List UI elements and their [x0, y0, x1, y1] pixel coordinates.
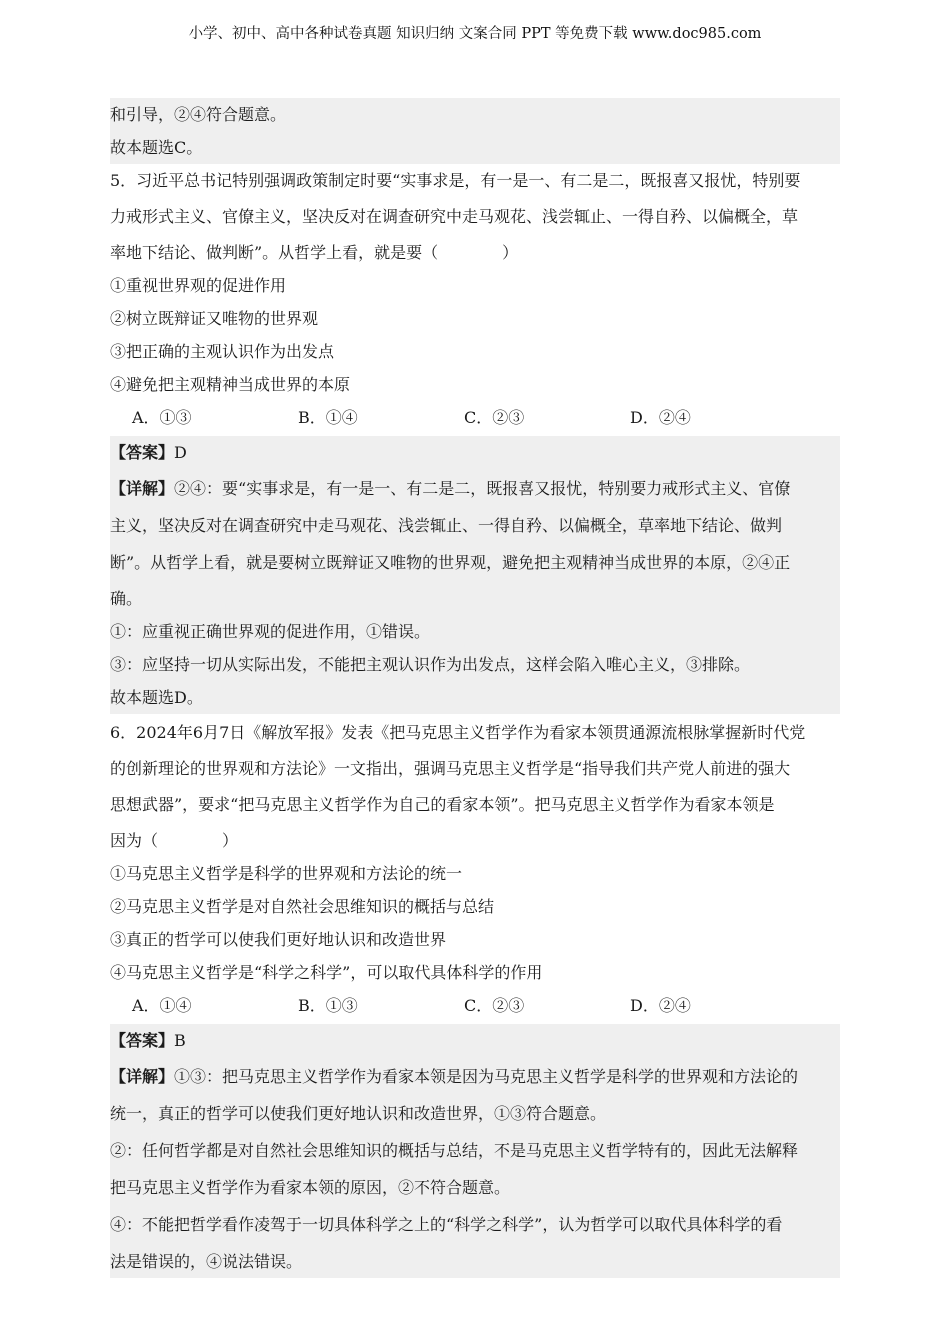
statement-item: ①重视世界观的促进作用: [110, 276, 287, 295]
detail-line: 统一，真正的哲学可以使我们更好地认识和改造世界，①③符合题意。: [110, 1104, 607, 1123]
question-stem-line: 思想武器”，要求“把马克思主义哲学作为自己的看家本领”。把马克思主义哲学作为看家本领是: [110, 795, 775, 814]
detail-text: ①③：把马克思主义哲学作为看家本领是因为马克思主义哲学是科学的世界观和方法论的: [174, 1067, 799, 1086]
detail-line: [110, 472, 840, 505]
option-b: B．①④: [298, 408, 358, 427]
statement-item: ②树立既辩证又唯物的世界观: [110, 309, 319, 328]
answer-detail-block: [110, 436, 840, 714]
statement-item: ①马克思主义哲学是科学的世界观和方法论的统一: [110, 864, 463, 883]
option-a: A．①③: [132, 408, 192, 427]
question-stem-line: 的创新理论的世界观和方法论》一文指出，强调马克思主义哲学是“指导我们共产党人前进的强大: [110, 759, 791, 778]
prev-detail-block: [110, 98, 840, 164]
answer-options: [110, 989, 840, 1022]
document-body: [110, 98, 840, 1278]
detail-text: ②④：要“实事求是，有一是一、有二是二，既报喜又报忧，特别要力戒形式主义、官僚: [174, 479, 791, 498]
detail-line: 确。: [110, 589, 143, 608]
detail-line: 和引导，②④符合题意。: [110, 105, 287, 124]
answer-line: [110, 436, 840, 469]
question-6: [110, 716, 840, 1278]
detail-label: 【详解】: [110, 1067, 175, 1086]
option-c: C．②③: [464, 408, 525, 427]
question-stem-line: 力戒形式主义、官僚主义，坚决反对在调查研究中走马观花、浅尝辄止、一得自矜、以偏概全，草: [110, 207, 799, 226]
detail-line: ②：任何哲学都是对自然社会思维知识的概括与总结，不是马克思主义哲学特有的，因此无法解释: [110, 1141, 799, 1160]
answer-label: 【答案】: [110, 1031, 175, 1050]
page-header: 小学、初中、高中各种试卷真题 知识归纳 文案合同 PPT 等免费下载 www.doc985.com: [188, 26, 762, 42]
detail-line: 把马克思主义哲学作为看家本领的原因，②不符合题意。: [110, 1178, 511, 1197]
statement-item: ③把正确的主观认识作为出发点: [110, 342, 335, 361]
answer-label: 【答案】: [110, 443, 175, 462]
option-a: A．①④: [132, 996, 192, 1015]
option-c: C．②③: [464, 996, 525, 1015]
detail-line: 法是错误的，④说法错误。: [110, 1252, 303, 1271]
answer-value: D: [174, 443, 187, 462]
detail-line: ③：应坚持一切从实际出发，不能把主观认识作为出发点，这样会陷入唯心主义，③排除。: [110, 655, 751, 674]
answer-line: [110, 1024, 840, 1057]
answer-value: B: [174, 1031, 186, 1050]
detail-line: ④：不能把哲学看作凌驾于一切具体科学之上的“科学之科学”，认为哲学可以取代具体科学的看: [110, 1215, 783, 1234]
detail-line: 故本题选C。: [110, 138, 203, 157]
option-d: D．②④: [630, 996, 691, 1015]
question-stem-line: 率地下结论、做判断”。从哲学上看，就是要（ ）: [110, 243, 519, 262]
question-stem-line: 6．2024年6月7日《解放军报》发表《把马克思主义哲学作为看家本领贯通源流根脉掌握新时代党: [110, 723, 806, 742]
statement-item: ②马克思主义哲学是对自然社会思维知识的概括与总结: [110, 897, 495, 916]
detail-label: 【详解】: [110, 479, 175, 498]
question-5: [110, 164, 840, 714]
detail-line: [110, 1060, 840, 1093]
detail-line: 断”。从哲学上看，就是要树立既辩证又唯物的世界观，避免把主观精神当成世界的本原，②④正: [110, 553, 791, 572]
statement-item: ④避免把主观精神当成世界的本原: [110, 375, 351, 394]
answer-options: [110, 401, 840, 434]
option-d: D．②④: [630, 408, 691, 427]
detail-line: 故本题选D。: [110, 688, 203, 707]
statement-item: ④马克思主义哲学是“科学之科学”，可以取代具体科学的作用: [110, 963, 543, 982]
question-stem-line: 因为（ ）: [110, 831, 239, 850]
question-stem-line: 5．习近平总书记特别强调政策制定时要“实事求是，有一是一、有二是二，既报喜又报忧，特别要: [110, 171, 801, 190]
detail-line: 主义，坚决反对在调查研究中走马观花、浅尝辄止、一得自矜、以偏概全，草率地下结论、做判: [110, 516, 783, 535]
option-b: B．①③: [298, 996, 358, 1015]
detail-line: ①：应重视正确世界观的促进作用，①错误。: [110, 622, 431, 641]
statement-item: ③真正的哲学可以使我们更好地认识和改造世界: [110, 930, 447, 949]
answer-detail-block: [110, 1024, 840, 1278]
